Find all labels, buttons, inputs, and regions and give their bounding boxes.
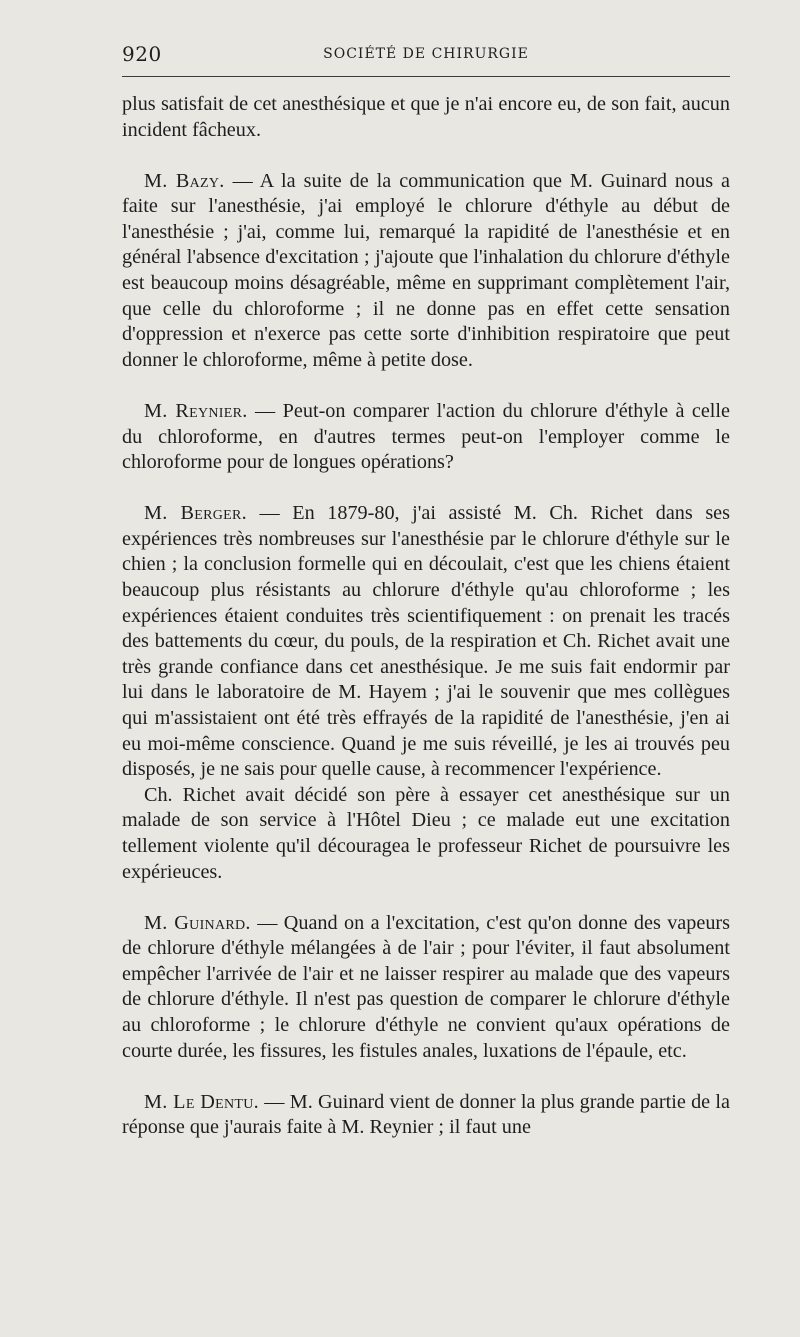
paragraph-reynier [122,399,730,476]
speaker-name: M. Bazy. [144,169,225,192]
speaker-name: M. Reynier. [144,399,248,422]
running-title: SOCIÉTÉ DE CHIRURGIE [323,46,529,62]
header-rule [122,76,730,77]
paragraph-text: — Quand on a l'excitation, c'est qu'on donne des vapeurs de chlorure d'éthyle mélangées à de l'air ; pour l'éviter, il faut absolument empêcher l'arrivée de l'air et ne laisser respirer au malade que des vapeurs de chlorure d'éthyle. Il n'est pas question de comparer le chlorure d'éthyle au chloroforme ; le chlorure d'éthyle ne convient qu'aux opérations de courte durée, les fissures, les fistules anales, luxations de l'épaule, etc. [122,911,730,1062]
paragraph-guinard [122,911,730,1065]
page-header [122,38,730,78]
paragraph-text: — En 1879-80, j'ai assisté M. Ch. Richet dans ses expériences très nombreuses sur l'anesthésie par le chlorure d'éthyle sur le chien ; la conclusion formelle qui en découlait, c'est que les chiens étaient beaucoup plus résistants au chlorure d'éthyle qu'au chloroforme ; les expériences étaient conduites très scientifiquement : on prenait les tracés des battements du cœur, du pouls, de la respiration et Ch. Richet avait une très grande confiance dans cet anesthésique. Je me suis fait endormir par lui dans le laboratoire de M. Hayem ; j'ai le souvenir que mes collègues qui m'assistaient ont été très effrayés de la rapidité de l'anesthésie, j'en ai eu moi-même conscience. Quand je me suis réveillé, je les ai trouvés peu disposés, je ne sais pour quelle cause, à recommencer l'expérience. [122,502,730,781]
paragraph-continuation [122,92,730,143]
page-number: 920 [122,42,162,66]
speaker-name: M. Berger. [144,502,247,525]
body-text [122,92,730,1141]
speaker-name: M. Le Dentu. [144,1090,260,1113]
paragraph-richet [122,783,730,885]
paragraph-bazy [122,169,730,374]
paragraph-text: plus satisfait de cet anesthésique et que je n'ai encore eu, de son fait, aucun incident fâcheux. [122,93,730,141]
paragraph-text: Ch. Richet avait décidé son père à essayer cet anesthésique sur un malade de son service à l'Hôtel Dieu ; ce malade eut une excitation tellement violente qu'il découragea le professeur Richet de poursuivre les expérieuces. [122,783,730,883]
speaker-name: M. Guinard. [144,911,251,934]
paragraph-text: — Peut-on comparer l'action du chlorure d'éthyle à celle du chloroforme, en d'autres termes peut-on l'employer comme le chloroforme pour de longues opérations? [122,399,730,474]
paragraph-text: — A la suite de la communication que M. Guinard nous a faite sur l'anesthésie, j'ai employé le chlorure d'éthyle au début de l'anesthésie ; j'ai, comme lui, remarqué la rapidité de l'anesthésie et en général l'absence d'excitation ; j'ajoute que l'inhalation du chlorure d'éthyle est beaucoup moins désagréable, même en supprimant complètement l'air, que celle du chloroforme ; il ne donne pas en effet cette sensation d'oppression et n'exerce pas cette sorte d'inhibition respiratoire que peut donner le chloroforme, même à petite dose. [122,169,730,371]
paragraph-berger [122,501,730,783]
paragraph-le-dentu [122,1090,730,1141]
paragraph-text: — M. Guinard vient de donner la plus grande partie de la réponse que j'aurais faite à M. Reynier ; il faut une [122,1090,730,1139]
